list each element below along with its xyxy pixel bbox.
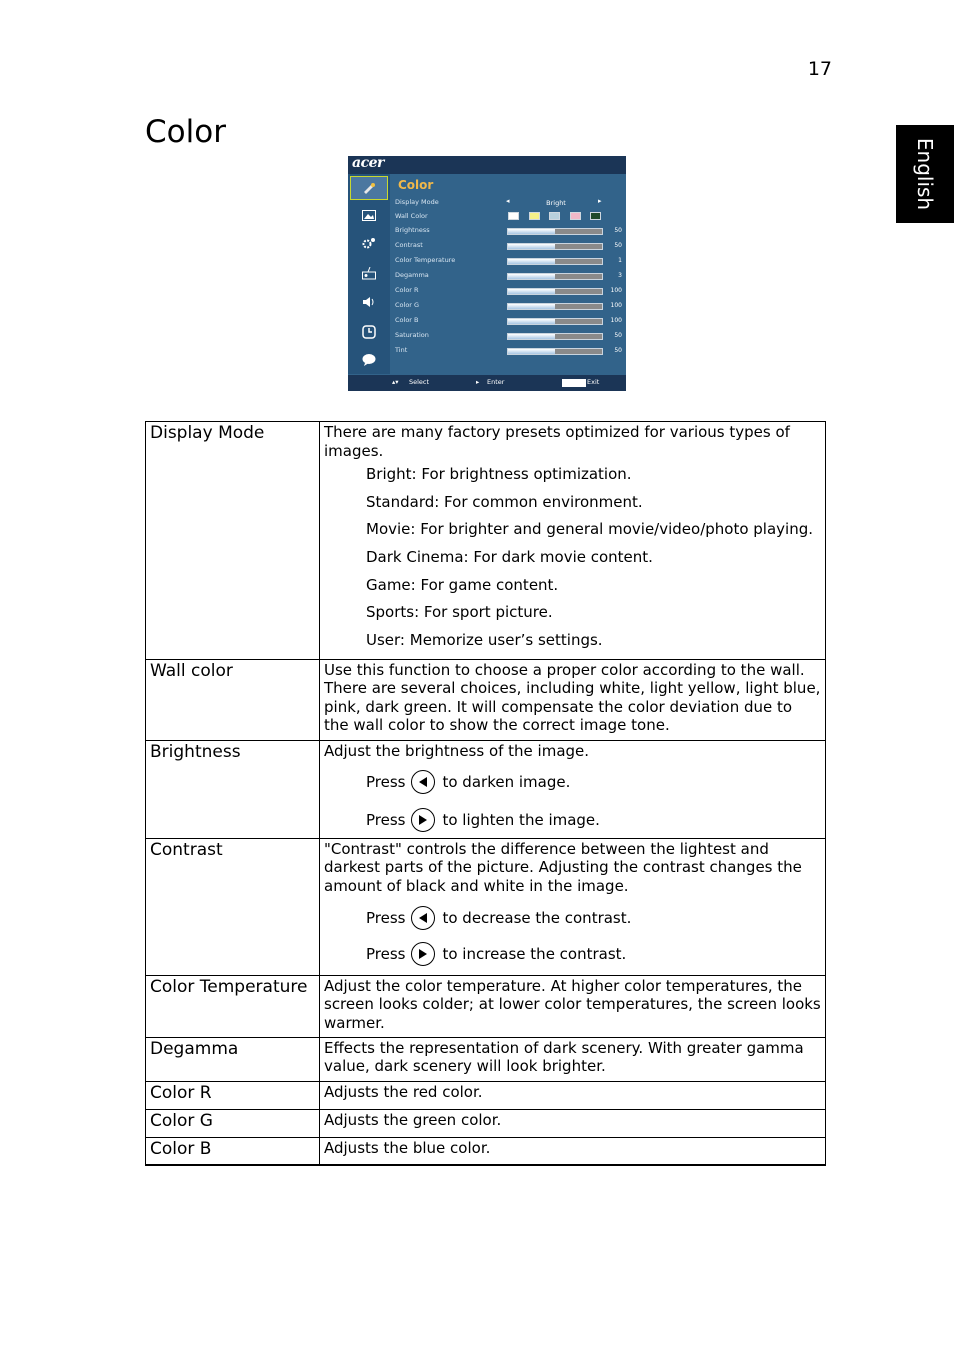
- left-arrow-icon: ◂: [506, 197, 510, 205]
- osd-color-menu-screenshot: [348, 156, 626, 391]
- wall-color-swatch: [549, 212, 560, 220]
- table-row: [146, 1037, 826, 1081]
- left-button-icon: [411, 770, 435, 794]
- osd-slider-bar: [507, 348, 603, 355]
- osd-row-label: Color G: [395, 301, 420, 309]
- osd-row-label: Contrast: [395, 241, 423, 249]
- press-instruction: [324, 938, 821, 970]
- wall-color-swatch: [529, 212, 540, 220]
- osd-row-label: Color Temperature: [395, 256, 456, 264]
- left-button-icon: [411, 906, 435, 930]
- description-cell: [320, 975, 826, 1037]
- osd-slider-fill: [508, 274, 555, 279]
- right-button-icon: [411, 942, 435, 966]
- list-item: Bright: For brightness optimization.: [366, 465, 632, 483]
- term-cell: Display Mode: [146, 422, 320, 660]
- osd-slider-row: [348, 284, 626, 298]
- osd-footer: [348, 375, 626, 391]
- osd-header: [348, 156, 626, 174]
- description-cell: [320, 740, 826, 838]
- description-text: "Contrast" controls the difference between the lightest and darkest parts of the picture. Adjusting the contrast changes the amount of black and white in the image.: [324, 839, 802, 895]
- table-row: [146, 1081, 826, 1109]
- term-cell: Color R: [146, 1081, 320, 1109]
- osd-slider-fill: [508, 289, 555, 294]
- osd-slider-row: [348, 254, 626, 268]
- osd-row-label: Color R: [395, 286, 419, 294]
- osd-slider-row: [348, 224, 626, 238]
- description-cell: [320, 1137, 826, 1165]
- list-item: User: Memorize user’s settings.: [366, 631, 603, 650]
- table-row: [146, 1137, 826, 1165]
- table-row: [146, 422, 826, 660]
- osd-slider-bar: [507, 303, 603, 310]
- osd-menu-title: Color: [398, 178, 434, 192]
- osd-slider-row: [348, 239, 626, 253]
- term-cell: Contrast: [146, 838, 320, 975]
- description-cell: [320, 1037, 826, 1081]
- osd-slider-fill: [508, 229, 555, 234]
- osd-row-value: 50: [614, 347, 622, 354]
- press-action: to increase the contrast.: [442, 945, 627, 964]
- description-text: Adjusts the blue color.: [324, 1138, 491, 1157]
- description-text: Adjust the brightness of the image.: [324, 741, 590, 760]
- wall-color-swatch: [508, 212, 519, 220]
- osd-row-label: Color B: [395, 316, 419, 324]
- osd-slider-fill: [508, 319, 555, 324]
- term-cell: Color B: [146, 1137, 320, 1165]
- osd-row-value: 1: [618, 257, 622, 264]
- list-item: Movie: For brighter and general movie/video/photo playing.: [366, 520, 814, 539]
- list-item: Dark Cinema: For dark movie content.: [366, 548, 653, 567]
- table-row: [146, 659, 826, 740]
- term-cell: Brightness: [146, 740, 320, 838]
- osd-slider-row: [348, 269, 626, 283]
- description-text: Adjusts the green color.: [324, 1110, 502, 1129]
- right-arrow-icon: ▸: [476, 378, 480, 386]
- press-action: to lighten the image.: [442, 811, 600, 830]
- description-cell: [320, 1109, 826, 1137]
- osd-row-value: 3: [618, 272, 622, 279]
- term-cell: Wall color: [146, 659, 320, 740]
- osd-slider-row: [348, 329, 626, 343]
- table-row: [146, 838, 826, 975]
- osd-slider-fill: [508, 259, 555, 264]
- description-cell: [320, 1081, 826, 1109]
- description-text: Effects the representation of dark scenery. With greater gamma value, dark scenery will look brighter.: [324, 1038, 804, 1076]
- osd-slider-bar: [507, 258, 603, 265]
- osd-slider-bar: [507, 318, 603, 325]
- list-item: Game: For game content.: [366, 575, 559, 594]
- osd-footer-enter: Enter: [487, 378, 505, 386]
- osd-row-label: Saturation: [395, 331, 429, 339]
- osd-footer-exit: Exit: [587, 378, 600, 386]
- osd-row-label: Display Mode: [395, 198, 439, 206]
- description-text: There are many factory presets optimized for various types of images.: [324, 423, 790, 460]
- press-action: to decrease the contrast.: [442, 909, 632, 928]
- osd-wall-color-row: [348, 210, 626, 224]
- wall-color-swatch: [570, 212, 581, 220]
- description-text: Adjusts the red color.: [324, 1082, 483, 1101]
- osd-slider-row: [348, 344, 626, 358]
- osd-slider-row: [348, 299, 626, 313]
- language-tab: [896, 125, 954, 223]
- description-cell: [320, 838, 826, 975]
- osd-row-value: 50: [614, 242, 622, 249]
- osd-slider-row: [348, 314, 626, 328]
- osd-slider-bar: [507, 333, 603, 340]
- osd-row-label: Tint: [395, 346, 408, 354]
- term-cell: Color Temperature: [146, 975, 320, 1037]
- description-text: Adjust the color temperature. At higher color temperatures, the screen looks colder; at lower color temperatures, the screen looks warmer.: [324, 976, 821, 1032]
- osd-slider-bar: [507, 228, 603, 235]
- osd-row-value: 50: [614, 227, 622, 234]
- osd-slider-fill: [508, 334, 555, 339]
- osd-display-mode-row: [348, 196, 626, 210]
- osd-slider-bar: [507, 273, 603, 280]
- osd-row-label: Degamma: [395, 271, 429, 279]
- right-button-icon: [411, 808, 435, 832]
- description-cell: [320, 422, 826, 660]
- osd-row-value: 100: [610, 302, 622, 309]
- table-row: [146, 1109, 826, 1137]
- settings-description-table: [145, 421, 826, 1166]
- term-cell: Color G: [146, 1109, 320, 1137]
- description-text: Use this function to choose a proper color according to the wall. There are several choices, including white, light yellow, light blue, pink, dark green. It will compensate the color deviation due to the wall color to show the correct image tone.: [324, 660, 821, 735]
- osd-footer-select: Select: [409, 378, 430, 386]
- press-action: to darken image.: [442, 773, 571, 792]
- up-down-arrows-icon: ▴▾: [392, 378, 399, 386]
- term-cell: Degamma: [146, 1037, 320, 1081]
- table-row: [146, 975, 826, 1037]
- press-instruction: [324, 766, 821, 798]
- press-label: Press: [366, 773, 406, 792]
- language-tab-label: English: [913, 137, 937, 211]
- osd-display-mode-value: Bright: [546, 199, 566, 207]
- osd-slider-bar: [507, 243, 603, 250]
- list-item: Sports: For sport picture.: [366, 603, 553, 622]
- osd-row-label: Brightness: [395, 226, 430, 234]
- press-label: Press: [366, 945, 406, 964]
- press-label: Press: [366, 909, 406, 928]
- display-mode-options: [324, 465, 821, 659]
- osd-slider-fill: [508, 244, 555, 249]
- press-instruction: [324, 804, 821, 836]
- page-title: Color: [145, 114, 226, 150]
- description-cell: [320, 659, 826, 740]
- list-item: Standard: For common environment.: [366, 492, 643, 511]
- osd-row-value: 100: [610, 317, 622, 324]
- osd-row-value: 100: [610, 287, 622, 294]
- osd-slider-fill: [508, 349, 555, 354]
- table-row: [146, 740, 826, 838]
- osd-slider-bar: [507, 288, 603, 295]
- page-number: 17: [807, 58, 832, 80]
- press-instruction: [324, 902, 821, 934]
- osd-row-value: 50: [614, 332, 622, 339]
- press-label: Press: [366, 811, 406, 830]
- wall-color-swatch: [590, 212, 601, 220]
- right-arrow-icon: ▸: [598, 197, 602, 205]
- osd-slider-fill: [508, 304, 555, 309]
- osd-row-label: Wall Color: [395, 212, 428, 220]
- acer-logo: acer: [352, 156, 384, 171]
- menu-key-icon: MENU: [563, 379, 585, 387]
